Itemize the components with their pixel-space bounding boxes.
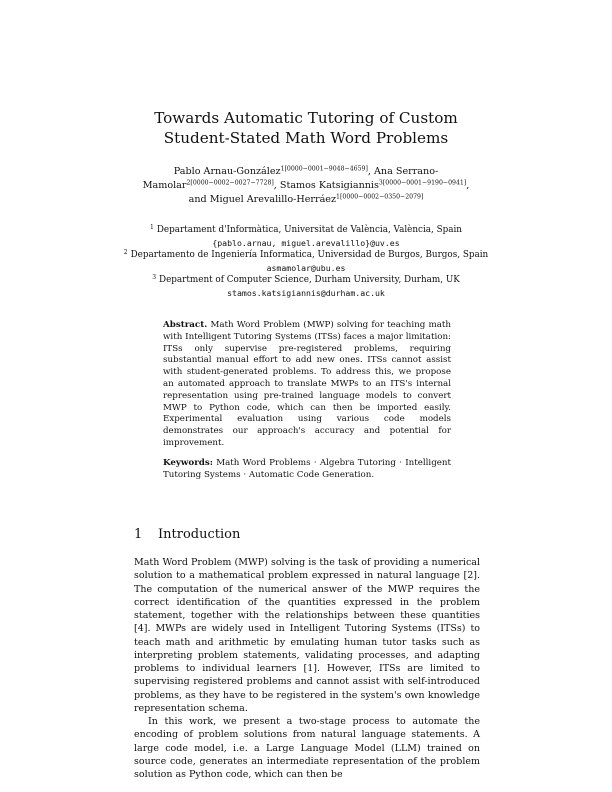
affiliation-2: $^2$ Departamento de Ingeniería Informatica, Universidad de Burgos, Burgos, Spain xyxy=(123,249,489,260)
keywords-label: Keywords: xyxy=(163,458,213,468)
author-orcid: 1[0000−0002−0350−2079] xyxy=(336,193,424,201)
title-line-2: Student-Stated Math Word Problems xyxy=(163,129,449,147)
title-line-1: Towards Automatic Tutoring of Custom xyxy=(154,109,458,127)
author-name: Pablo Arnau-González xyxy=(173,166,281,177)
author-name: Ana Serrano-Mamolar xyxy=(142,166,439,191)
affiliation-1: $^1$ Departament d'Informàtica, Universitat de València, València, Spain xyxy=(150,224,462,235)
body-text xyxy=(134,556,480,781)
author-name: Stamos Katsigiannis xyxy=(279,180,379,191)
abstract-text: Math Word Problem (MWP) solving for teaching math with Intelligent Tutoring Systems (ITSs) faces a major limitation: ITSs only supervise pre-registered problems, requiring substantial manual effort to add new ones. ITSs cannot assist with student-generated problems. To address this, we propose an automated approach to translate MWPs to an ITS's internal representation using pre-trained language models to convert MWP to Python code, which can then be imported easily. Experimental evaluation using various code models demonstrates our approach's accuracy and potential for improvement. xyxy=(163,320,452,448)
paragraph: Math Word Problem (MWP) solving is the task of providing a numerical solution to a mathematical problem expressed in natural language [2]. The computation of the numerical answer of the MWP requires the correct identification of the quantities expressed in the problem statement, together with the relationships between these quantities [4]. MWPs are widely used in Intelligent Tutoring Systems (ITSs) to teach math and arithmetic by emulating human tutor tasks such as interpreting problem statements, validating processes, and adapting problems to individual learners [1]. However, ITSs are limited to supervising registered problems and cannot assist with self-introduced problems, as they have to be registered in the system's own knowledge representation schema. xyxy=(134,557,480,714)
paper-title xyxy=(120,108,492,148)
author-conjunction: , and Miguel xyxy=(188,180,470,205)
keywords xyxy=(163,458,451,482)
author-orcid: 2[0000−0002−0027−7728] xyxy=(186,179,274,187)
author-name: Arevalillo-Herráez xyxy=(246,194,337,205)
author-orcid: 3[0000−0001−9190−0941] xyxy=(378,179,467,187)
section-number: 1 xyxy=(134,527,143,542)
abstract xyxy=(163,320,451,450)
affiliation-1-email[interactable]: {pablo.arnau, miguel.arevalillo}@uv.es xyxy=(212,237,400,248)
affiliation-3-email[interactable]: stamos.katsigiannis@durham.ac.uk xyxy=(227,287,385,298)
author-list: Pablo Arnau-González$^{1[0000-0001-9048-4659]}$, Ana Serrano-Mamolar$^{2[0000-0002-0027-7728]}$, Stamos Katsigiannis$^{3[0000-0001-9190-0941]}$, and Miguel Arevalillo-Herráez$^{1[0000-0002-0350-2079]}$ xyxy=(142,165,470,205)
section-heading xyxy=(134,527,240,543)
abstract-label: Abstract. xyxy=(163,320,208,330)
keywords-text: Math Word Problems · Algebra Tutoring · Intelligent Tutoring Systems · Automatic Code Generation. xyxy=(163,458,451,480)
affiliation-3: $^3$ Department of Computer Science, Durham University, Durham, UK xyxy=(152,274,460,285)
section-title: Introduction xyxy=(158,527,241,542)
author-orcid: 1[0000−0001−9048−4659] xyxy=(280,165,368,173)
paragraph: In this work, we present a two-stage process to automate the encoding of problem solutions from natural language statements. A large code model, i.e. a Large Language Model (LLM) trained on source code, generates an intermediate representation of the problem solution as Python code, which can then be xyxy=(134,716,480,780)
affiliation-2-email[interactable]: asmamolar@ubu.es xyxy=(266,262,346,273)
affiliation-list xyxy=(120,224,492,299)
